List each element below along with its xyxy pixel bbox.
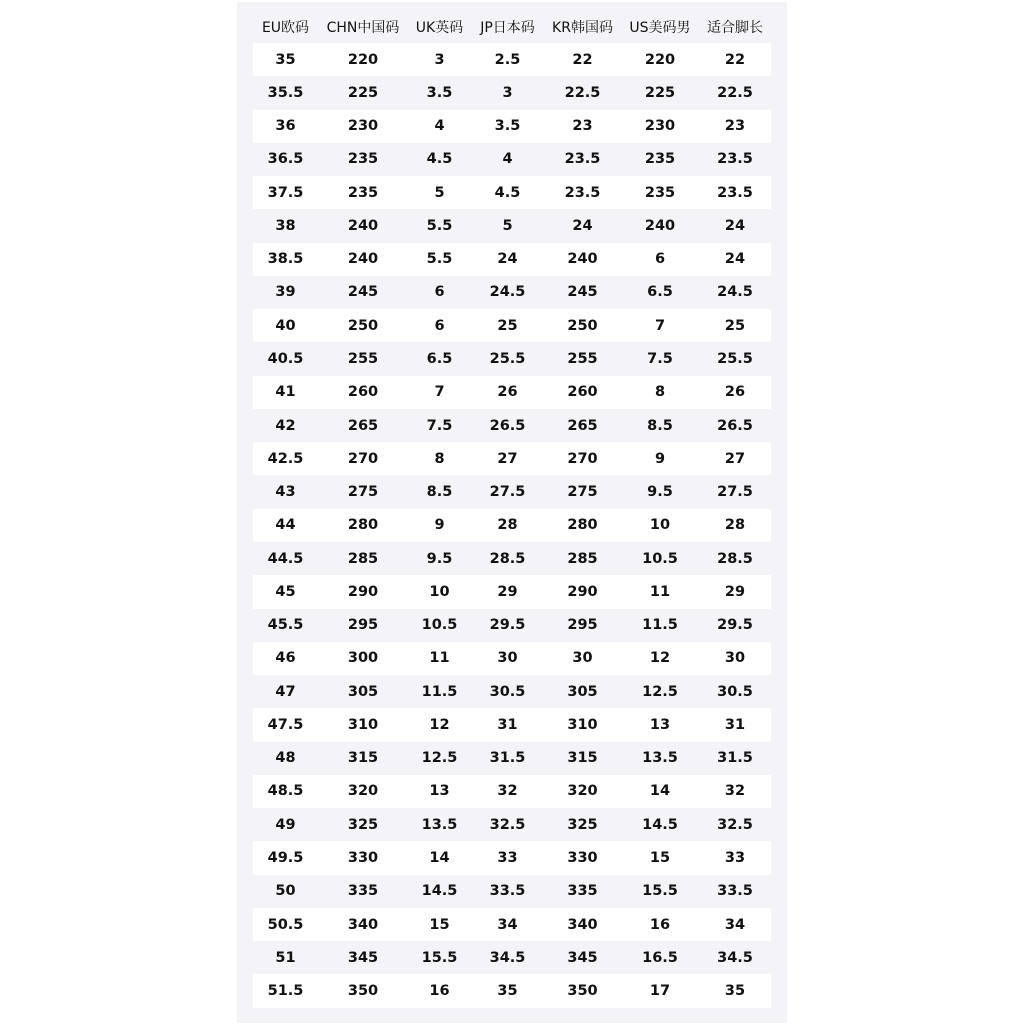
cell-kr: 275 — [567, 484, 598, 501]
cell-eu: 49 — [275, 816, 296, 833]
cell-jp: 25 — [497, 317, 518, 334]
cell-kr: 265 — [567, 417, 598, 434]
cell-jp: 24 — [497, 251, 518, 268]
cell-us-men: 11 — [649, 583, 671, 600]
cell-eu: 43 — [275, 484, 296, 501]
table-row — [253, 742, 771, 775]
cell-jp: 33.5 — [489, 883, 526, 900]
cell-kr: 330 — [567, 850, 598, 866]
cell-jp: 27.5 — [489, 484, 526, 501]
cell-uk: 6 — [434, 284, 445, 301]
cell-foot-length: 25 — [724, 317, 746, 334]
table-row — [253, 575, 771, 608]
cell-us-men: 14 — [649, 783, 671, 800]
cell-foot-length: 22 — [724, 51, 746, 68]
cell-chn: 250 — [347, 317, 379, 334]
cell-eu: 50 — [275, 883, 296, 900]
cell-jp: 26 — [497, 384, 518, 401]
cell-us-men: 12 — [649, 650, 671, 667]
cell-kr: 315 — [567, 750, 598, 767]
cell-uk: 13 — [429, 783, 450, 800]
cell-foot-length: 24 — [724, 217, 746, 234]
cell-chn: 260 — [347, 384, 379, 401]
cell-kr: 22.5 — [564, 84, 601, 101]
cell-eu: 45 — [275, 583, 296, 600]
cell-jp: 30.5 — [489, 683, 526, 700]
table-row — [253, 841, 771, 874]
table-row — [253, 376, 771, 409]
table-row — [253, 409, 771, 442]
cell-uk: 9.5 — [426, 550, 453, 567]
cell-jp: 25.5 — [489, 351, 526, 368]
cell-kr: 345 — [567, 949, 598, 966]
cell-us-men: 16.5 — [642, 949, 678, 966]
cell-chn: 265 — [347, 417, 379, 434]
cell-foot-length: 23.5 — [717, 184, 753, 201]
cell-uk: 14 — [429, 850, 450, 866]
cell-eu: 49.5 — [267, 850, 304, 866]
cell-chn: 220 — [347, 51, 379, 68]
cell-kr: 240 — [567, 251, 598, 268]
cell-us-men: 17 — [649, 983, 671, 1000]
table-row — [253, 243, 771, 276]
cell-jp: 34 — [497, 916, 518, 933]
table-row — [253, 342, 771, 375]
cell-eu: 51.5 — [267, 983, 304, 1000]
cell-us-men: 225 — [644, 84, 676, 101]
cell-uk: 3 — [434, 51, 445, 68]
cell-us-men: 7 — [654, 317, 666, 334]
cell-eu: 45.5 — [267, 617, 304, 634]
cell-chn: 240 — [347, 217, 379, 234]
cell-chn: 235 — [347, 151, 379, 168]
cell-eu: 40.5 — [267, 351, 304, 368]
cell-eu: 42.5 — [267, 450, 304, 467]
cell-jp: 32.5 — [489, 816, 526, 833]
cell-eu: 47 — [275, 683, 296, 700]
table-row — [253, 509, 771, 542]
cell-kr: 23.5 — [564, 151, 601, 168]
cell-jp: 32 — [497, 783, 518, 800]
cell-uk: 6.5 — [426, 351, 453, 368]
cell-eu: 42 — [275, 417, 296, 434]
cell-kr: 310 — [567, 716, 598, 733]
table-row — [253, 974, 771, 1007]
cell-kr: 24 — [572, 217, 593, 234]
header-row — [253, 10, 771, 43]
cell-kr: 30 — [572, 650, 593, 667]
cell-chn: 295 — [347, 617, 379, 634]
cell-eu: 37.5 — [267, 184, 304, 201]
cell-chn: 305 — [347, 683, 379, 700]
cell-eu: 46 — [275, 650, 296, 667]
cell-uk: 14.5 — [421, 883, 458, 900]
cell-us-men: 15.5 — [642, 883, 678, 900]
cell-kr: 260 — [567, 384, 598, 401]
cell-jp: 29 — [497, 583, 518, 600]
cell-chn: 240 — [347, 251, 379, 268]
cell-eu: 44 — [275, 517, 296, 534]
size-rows — [253, 43, 771, 1008]
cell-foot-length: 31 — [724, 716, 746, 733]
cell-kr: 270 — [567, 450, 598, 467]
cell-uk: 12.5 — [421, 750, 458, 767]
cell-us-men: 8 — [654, 384, 666, 401]
cell-jp: 4.5 — [494, 184, 521, 201]
cell-us-men: 10 — [649, 517, 671, 534]
cell-foot-length: 26 — [724, 384, 746, 401]
table-row — [253, 43, 771, 76]
cell-chn: 235 — [347, 184, 379, 201]
cell-chn: 335 — [347, 883, 379, 900]
table-row — [253, 76, 771, 109]
header-eu: EU欧码 — [261, 19, 310, 36]
cell-kr: 320 — [567, 783, 598, 800]
cell-uk: 6 — [434, 317, 445, 334]
header-uk: UK英码 — [415, 19, 464, 36]
cell-jp: 4 — [502, 151, 513, 168]
table-row — [253, 442, 771, 475]
cell-chn: 225 — [347, 84, 379, 101]
cell-us-men: 13 — [649, 716, 671, 733]
cell-jp: 30 — [497, 650, 518, 667]
cell-uk: 11 — [429, 650, 450, 667]
cell-us-men: 12.5 — [642, 683, 678, 700]
cell-uk: 4 — [434, 118, 445, 135]
cell-eu: 35.5 — [267, 84, 304, 101]
cell-us-men: 220 — [644, 51, 676, 68]
cell-foot-length: 32 — [724, 783, 746, 800]
cell-kr: 280 — [567, 517, 598, 534]
cell-kr: 250 — [567, 317, 598, 334]
cell-chn: 345 — [347, 949, 379, 966]
cell-us-men: 230 — [644, 118, 676, 135]
table-row — [253, 675, 771, 708]
cell-chn: 300 — [347, 650, 379, 667]
cell-kr: 255 — [567, 351, 598, 368]
cell-eu: 36 — [275, 118, 296, 135]
size-chart-panel — [237, 2, 787, 1023]
cell-jp: 28 — [497, 517, 518, 534]
cell-foot-length: 35 — [724, 983, 746, 1000]
table-row — [253, 642, 771, 675]
cell-jp: 34.5 — [489, 949, 526, 966]
cell-uk: 8.5 — [426, 484, 453, 501]
cell-foot-length: 22.5 — [717, 84, 753, 101]
cell-foot-length: 27.5 — [717, 484, 753, 501]
cell-foot-length: 28.5 — [717, 550, 753, 567]
cell-eu: 39 — [275, 284, 296, 301]
table-row — [253, 808, 771, 841]
cell-uk: 15 — [429, 916, 450, 933]
table-row — [253, 708, 771, 741]
shoe-size-table — [253, 10, 771, 1008]
cell-jp: 24.5 — [489, 284, 526, 301]
cell-eu: 44.5 — [267, 550, 304, 567]
cell-chn: 330 — [347, 850, 379, 866]
cell-foot-length: 33 — [724, 850, 746, 866]
cell-uk: 7.5 — [426, 417, 453, 434]
cell-eu: 36.5 — [267, 151, 304, 168]
cell-us-men: 7.5 — [647, 351, 673, 368]
header-chn: CHN中国码 — [326, 19, 400, 36]
cell-kr: 340 — [567, 916, 598, 933]
table-row — [253, 475, 771, 508]
cell-uk: 5.5 — [426, 251, 453, 268]
cell-chn: 315 — [347, 750, 379, 767]
cell-kr: 22 — [572, 51, 593, 68]
cell-jp: 5 — [502, 217, 513, 234]
cell-foot-length: 29.5 — [717, 617, 753, 634]
cell-us-men: 11.5 — [642, 617, 678, 634]
cell-foot-length: 34 — [724, 916, 746, 933]
cell-uk: 12 — [429, 716, 450, 733]
cell-foot-length: 29 — [724, 583, 746, 600]
cell-eu: 41 — [275, 384, 296, 401]
cell-jp: 27 — [497, 450, 518, 467]
cell-eu: 47.5 — [267, 716, 304, 733]
header-jp: JP日本码 — [480, 19, 535, 36]
cell-chn: 230 — [347, 118, 379, 135]
cell-chn: 285 — [347, 550, 379, 567]
cell-uk: 7 — [434, 384, 445, 401]
cell-chn: 255 — [347, 351, 379, 368]
cell-uk: 3.5 — [426, 84, 453, 101]
cell-foot-length: 23.5 — [717, 151, 753, 168]
cell-eu: 35 — [275, 51, 296, 68]
cell-kr: 285 — [567, 550, 598, 567]
cell-chn: 310 — [347, 716, 379, 733]
header-us-men: US美码男 — [629, 19, 691, 36]
cell-uk: 16 — [429, 983, 450, 1000]
cell-us-men: 235 — [644, 184, 676, 201]
cell-jp: 35 — [497, 983, 518, 1000]
cell-chn: 270 — [347, 450, 379, 467]
cell-jp: 31.5 — [489, 750, 526, 767]
table-row — [253, 110, 771, 143]
cell-chn: 325 — [347, 816, 379, 833]
table-row — [253, 775, 771, 808]
cell-kr: 325 — [567, 816, 598, 833]
cell-kr: 245 — [567, 284, 598, 301]
cell-kr: 23.5 — [564, 184, 601, 201]
table-row — [253, 941, 771, 974]
cell-uk: 9 — [434, 517, 445, 534]
cell-chn: 245 — [347, 284, 379, 301]
cell-kr: 290 — [567, 583, 598, 600]
cell-foot-length: 32.5 — [717, 816, 753, 833]
cell-jp: 3 — [502, 84, 513, 101]
cell-us-men: 8.5 — [647, 417, 673, 434]
cell-foot-length: 26.5 — [717, 417, 753, 434]
cell-eu: 38 — [275, 217, 296, 234]
cell-us-men: 10.5 — [642, 550, 678, 567]
table-row — [253, 542, 771, 575]
cell-chn: 280 — [347, 517, 379, 534]
cell-foot-length: 28 — [724, 517, 746, 534]
cell-us-men: 6.5 — [647, 284, 673, 301]
cell-uk: 13.5 — [421, 816, 458, 833]
cell-uk: 11.5 — [421, 683, 458, 700]
cell-chn: 350 — [347, 983, 379, 1000]
cell-chn: 275 — [347, 484, 379, 501]
cell-chn: 320 — [347, 783, 379, 800]
cell-us-men: 6 — [654, 251, 666, 268]
cell-eu: 51 — [275, 949, 296, 966]
cell-jp: 28.5 — [489, 550, 526, 567]
cell-foot-length: 23 — [724, 118, 746, 135]
cell-us-men: 16 — [649, 916, 671, 933]
cell-uk: 8 — [434, 450, 445, 467]
cell-jp: 26.5 — [489, 417, 526, 434]
cell-kr: 305 — [567, 683, 598, 700]
cell-eu: 48 — [275, 750, 296, 767]
cell-jp: 29.5 — [489, 617, 526, 634]
table-row — [253, 309, 771, 342]
cell-us-men: 14.5 — [642, 816, 678, 833]
cell-kr: 295 — [567, 617, 598, 634]
cell-foot-length: 33.5 — [717, 883, 753, 900]
cell-uk: 15.5 — [421, 949, 458, 966]
cell-us-men: 15 — [649, 850, 671, 866]
cell-foot-length: 30.5 — [717, 683, 753, 700]
cell-us-men: 9 — [654, 450, 666, 467]
table-row — [253, 176, 771, 209]
cell-us-men: 240 — [644, 217, 676, 234]
cell-us-men: 235 — [644, 151, 676, 168]
header-kr: KR韩国码 — [552, 19, 613, 36]
table-row — [253, 276, 771, 309]
table-row — [253, 875, 771, 908]
table-row — [253, 143, 771, 176]
cell-foot-length: 25.5 — [717, 351, 753, 368]
cell-kr: 23 — [572, 118, 593, 135]
cell-uk: 5.5 — [426, 217, 453, 234]
cell-uk: 10.5 — [421, 617, 458, 634]
cell-kr: 335 — [567, 883, 598, 900]
cell-uk: 4.5 — [426, 151, 453, 168]
cell-foot-length: 24 — [724, 251, 746, 268]
table-row — [253, 209, 771, 242]
cell-kr: 350 — [567, 983, 598, 1000]
cell-jp: 2.5 — [494, 51, 521, 68]
table-row — [253, 609, 771, 642]
cell-us-men: 13.5 — [642, 750, 678, 767]
cell-eu: 50.5 — [267, 916, 304, 933]
cell-uk: 5 — [434, 184, 445, 201]
cell-foot-length: 24.5 — [717, 284, 753, 301]
cell-uk: 10 — [429, 583, 450, 600]
cell-foot-length: 31.5 — [717, 750, 753, 767]
cell-eu: 40 — [275, 317, 296, 334]
cell-jp: 31 — [497, 716, 518, 733]
cell-eu: 38.5 — [267, 251, 304, 268]
cell-chn: 340 — [347, 916, 379, 933]
cell-us-men: 9.5 — [647, 484, 673, 501]
cell-foot-length: 27 — [724, 450, 746, 467]
cell-foot-length: 34.5 — [717, 949, 753, 966]
cell-chn: 290 — [347, 583, 379, 600]
cell-eu: 48.5 — [267, 783, 304, 800]
cell-foot-length: 30 — [724, 650, 746, 667]
header-foot-length: 适合脚长 — [707, 19, 763, 36]
cell-jp: 3.5 — [494, 118, 521, 135]
table-row — [253, 908, 771, 941]
cell-jp: 33 — [497, 850, 518, 866]
